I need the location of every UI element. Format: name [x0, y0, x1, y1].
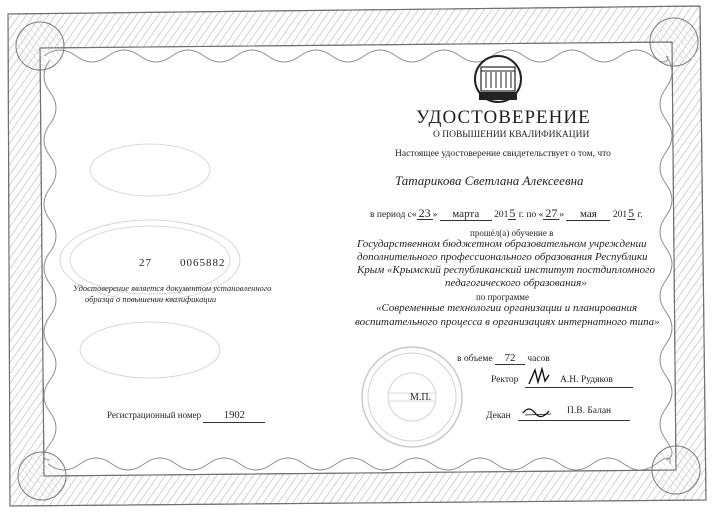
end-month: мая	[566, 208, 610, 221]
certificate-title: УДОСТОВЕРЕНИЕ	[416, 107, 591, 128]
end-close-quote: »	[559, 210, 565, 220]
dean-name: П.В. Балан	[567, 406, 612, 416]
volume-label: в объеме	[457, 354, 493, 364]
volume-unit: часов	[527, 354, 550, 364]
end-year-suffix: г.	[637, 210, 643, 220]
studied-label: прошёл(а) обучение в	[470, 228, 554, 238]
start-month: марта	[440, 208, 492, 221]
institution-line-4: педагогического образования»	[445, 277, 587, 289]
dean-label: Декан	[486, 411, 511, 421]
start-year-suffix: г.	[518, 210, 524, 220]
rector-name: А.Н. Рудяков	[560, 375, 613, 385]
note-line-1: Удостоверение является документом установленного	[73, 283, 272, 293]
rector-signature-line	[525, 387, 633, 388]
end-year-digit: 5	[628, 206, 635, 220]
volume-line	[457, 352, 550, 365]
registration-line	[107, 410, 265, 423]
period-to: по	[526, 210, 537, 220]
stamp-label: М.П.	[410, 392, 432, 403]
end-day: 27	[545, 206, 558, 220]
start-day: 23	[418, 206, 431, 220]
dean-signature-line	[518, 420, 630, 421]
program-line-2: воспитательного процесса в организациях интернатного типа»	[355, 316, 660, 328]
note-line-2: образца о повышении квалификации	[85, 294, 217, 304]
start-open-quote: «	[411, 210, 417, 220]
registration-label: Регистрационный номер	[107, 410, 202, 420]
institute-logo	[469, 55, 527, 105]
period-line	[370, 207, 643, 221]
institution-line-3: Крым «Крымский республиканский институт постдипломного	[357, 264, 655, 276]
intro-text: Настоящее удостоверение свидетельствует о том, что	[395, 149, 611, 159]
institution-line-2: дополнительного профессионального образования Республики	[357, 251, 648, 263]
series: 27	[139, 257, 152, 269]
certificate-number: 0065882	[180, 257, 226, 269]
period-prefix: в период с	[370, 210, 412, 220]
registration-number: 1902	[203, 410, 265, 423]
end-year-prefix: 201	[612, 210, 628, 220]
certificate-subtitle: О ПОВЫШЕНИИ КВАЛИФИКАЦИИ	[433, 130, 590, 140]
program-line-1: «Современные технологии организации и планирования	[376, 302, 638, 314]
holder-name: Татарикова Светлана Алексеевна	[395, 173, 584, 188]
institution-line-1: Государственном бюджетном образовательном учреждении	[357, 238, 647, 250]
program-label: по программе	[476, 292, 529, 302]
start-close-quote: »	[432, 210, 438, 220]
start-year-digit: 5	[509, 206, 516, 220]
volume-hours: 72	[495, 352, 525, 365]
dean-signature	[521, 403, 553, 421]
rector-label: Ректор	[491, 375, 519, 385]
start-year-prefix: 201	[494, 210, 509, 220]
end-open-quote: «	[538, 210, 544, 220]
rector-signature	[527, 366, 551, 388]
